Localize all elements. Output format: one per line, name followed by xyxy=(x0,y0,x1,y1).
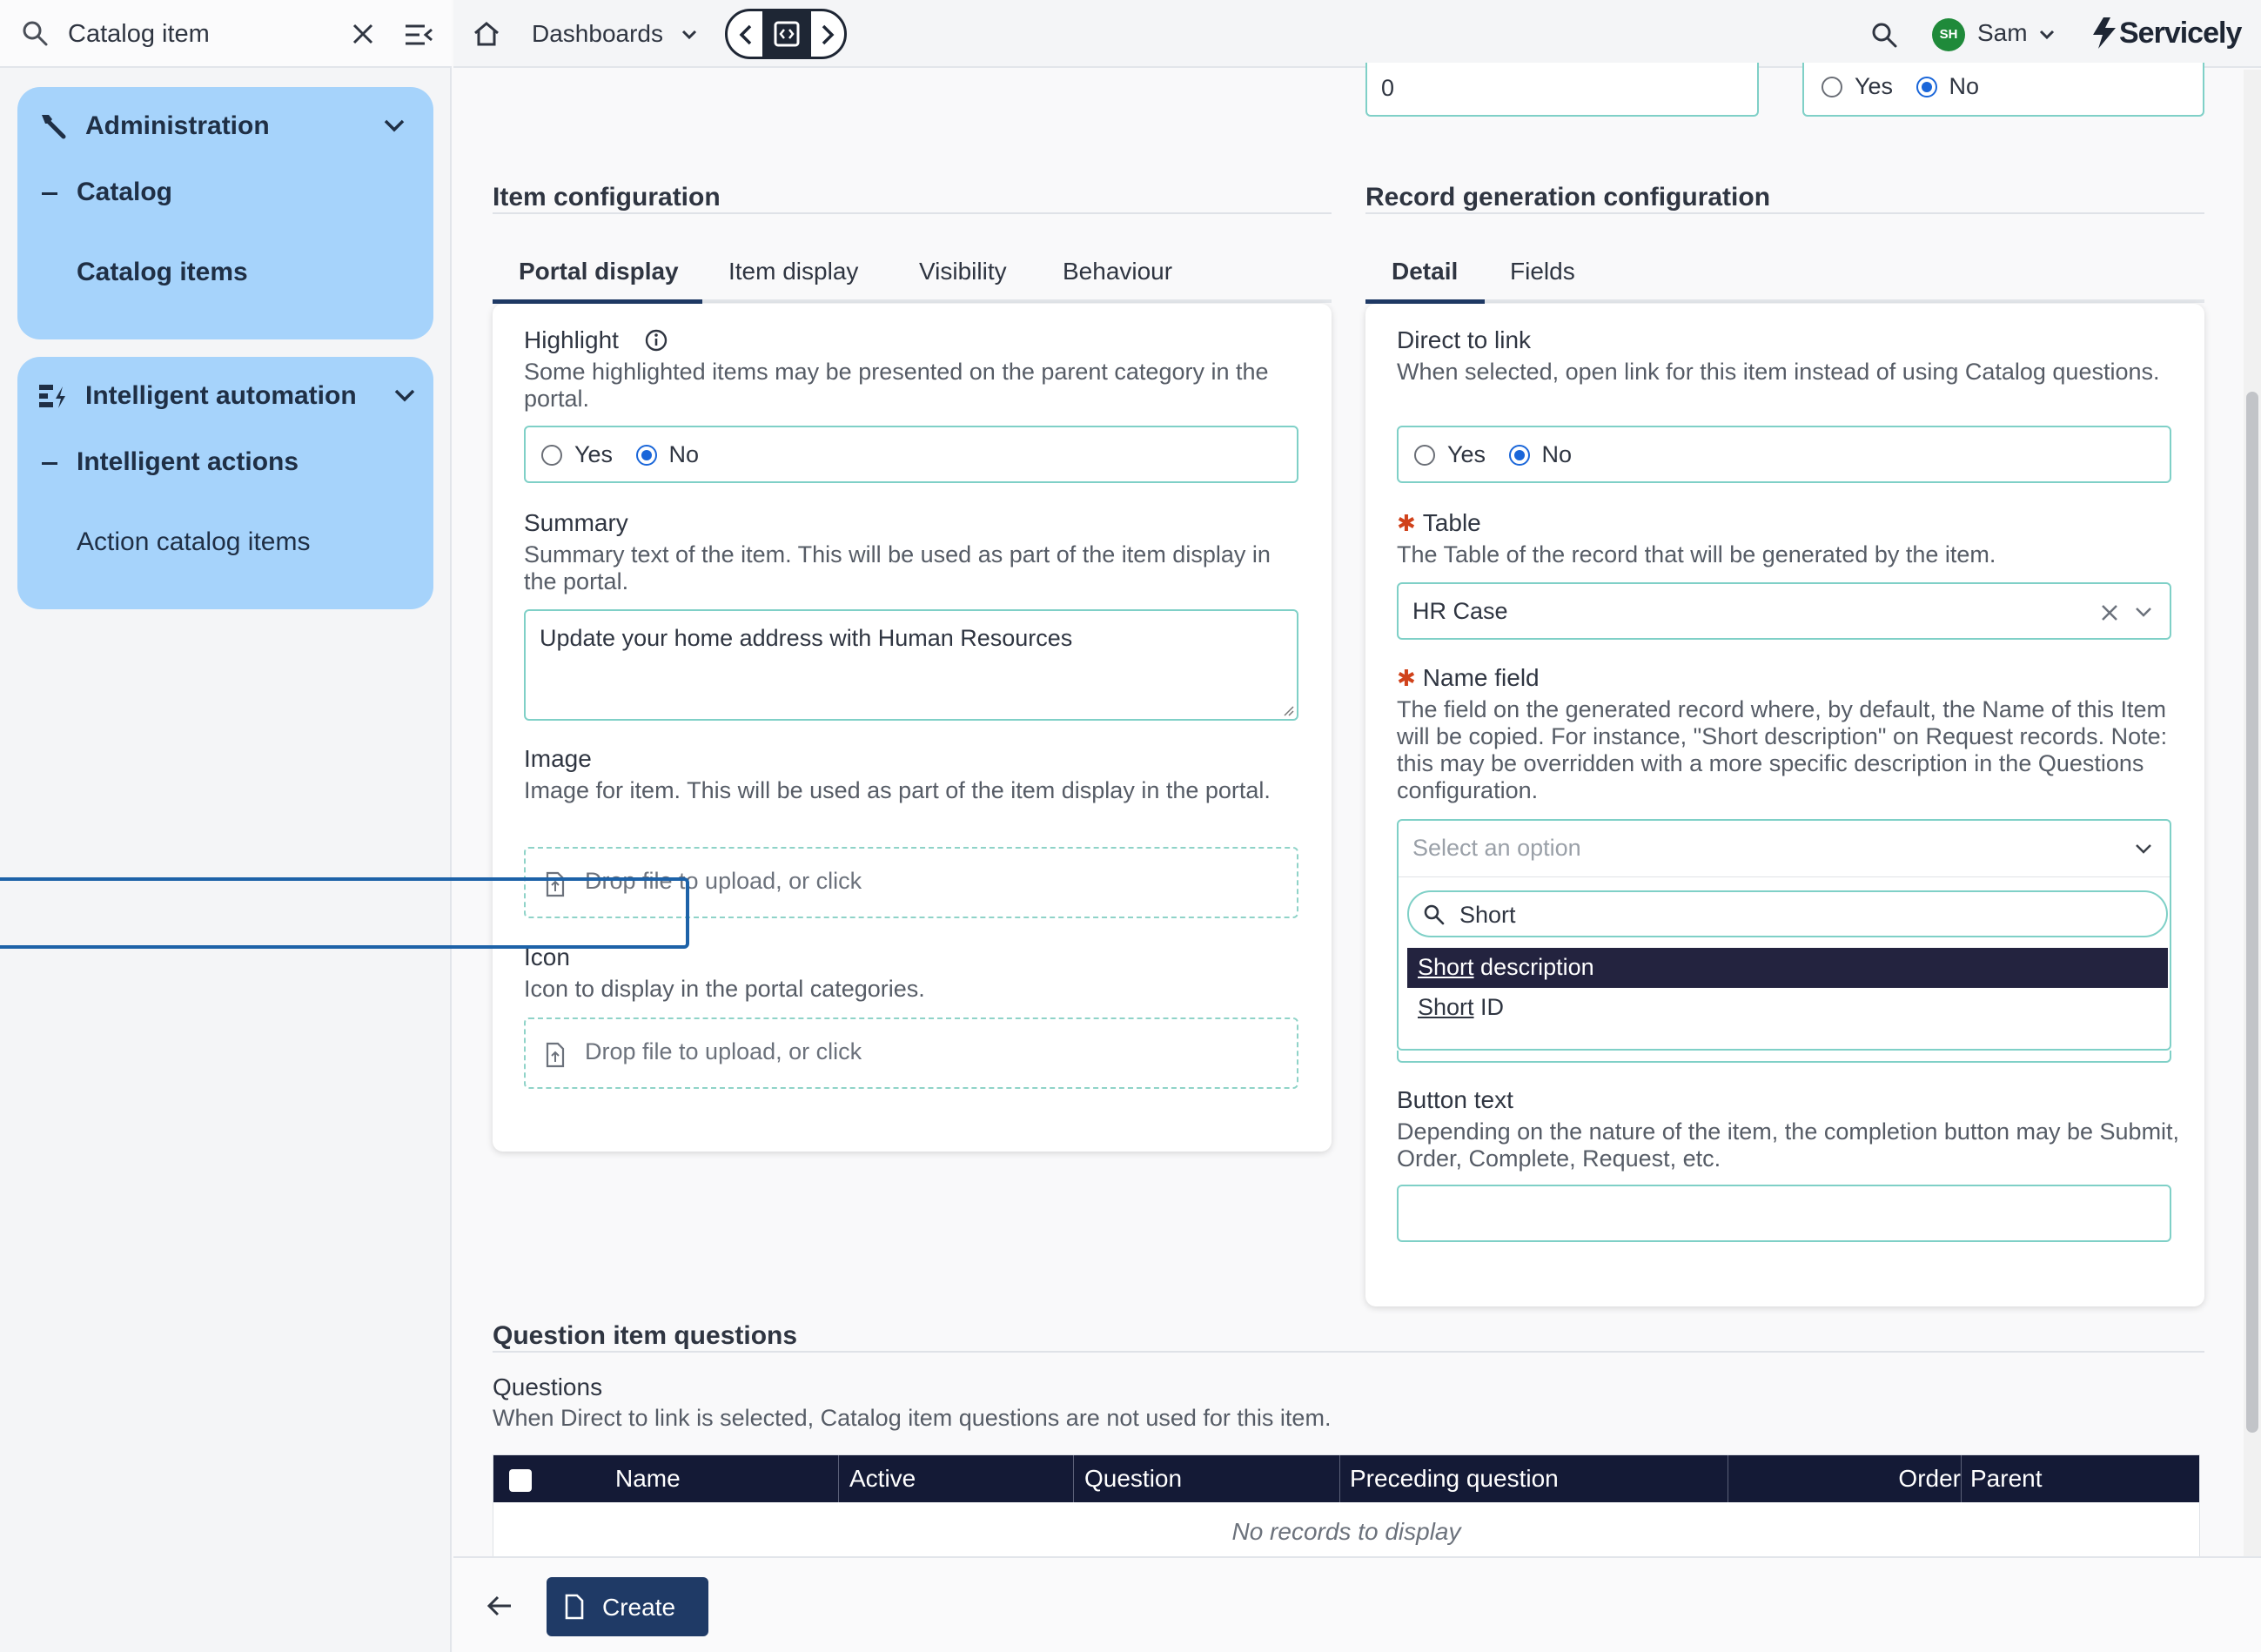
image-label: Image xyxy=(524,745,592,772)
history-nav-group xyxy=(725,9,847,59)
name-field-search-value: Short xyxy=(1459,902,1516,928)
summary-value: Update your home address with Human Resources xyxy=(540,625,1073,651)
highlight-help: Some highlighted items may be presented on the parent category in the portal. xyxy=(524,359,1269,412)
create-button-label: Create xyxy=(602,1594,676,1621)
summary-label: Summary xyxy=(524,509,628,536)
name-field-placeholder: Select an option xyxy=(1412,835,1581,861)
top-bar xyxy=(453,0,2261,68)
required-marker: ✱ xyxy=(1397,665,1416,691)
option-match: Short xyxy=(1418,954,1474,980)
collapse-dash-icon xyxy=(42,462,57,465)
item-config-title: Item configuration xyxy=(493,183,721,212)
table-select[interactable] xyxy=(1397,582,2171,640)
option-rest: description xyxy=(1473,954,1594,980)
chevron-down-icon[interactable] xyxy=(2135,843,2152,856)
tab-item-display[interactable]: Item display xyxy=(728,258,859,285)
top-radio-group xyxy=(1802,63,2204,117)
direct-link-label: Direct to link xyxy=(1397,326,1532,353)
chevron-down-icon[interactable] xyxy=(393,388,416,404)
numeric-field-value: 0 xyxy=(1381,75,1395,101)
dashboards-menu[interactable]: Dashboards xyxy=(532,20,663,47)
icon-label: Icon xyxy=(524,944,570,970)
radio-no-label: No xyxy=(1949,73,1980,99)
divider xyxy=(838,1455,839,1502)
chevron-down-icon[interactable] xyxy=(681,30,697,40)
back-arrow-icon[interactable] xyxy=(736,24,755,46)
collapse-menu-icon[interactable] xyxy=(404,23,433,47)
option-short-id[interactable] xyxy=(1407,988,2168,1028)
select-all-checkbox[interactable] xyxy=(509,1469,532,1492)
radio-no-label: No xyxy=(668,441,700,467)
option-short-description[interactable] xyxy=(1407,948,2168,988)
table-select-value: HR Case xyxy=(1412,598,1508,624)
table-label xyxy=(1397,509,1481,537)
home-icon[interactable] xyxy=(473,21,500,47)
detail-panel xyxy=(1365,304,2204,1306)
direct-link-radio-yes[interactable] xyxy=(1414,445,1435,466)
clear-icon[interactable] xyxy=(2100,603,2119,622)
nav-item-catalog-items[interactable]: Catalog items xyxy=(77,258,248,286)
divider xyxy=(1961,1455,1962,1502)
portal-display-panel xyxy=(493,304,1332,1152)
info-icon[interactable] xyxy=(644,328,668,353)
name-field-label-text: Name field xyxy=(1422,664,1540,691)
divider xyxy=(493,212,1332,214)
questions-table xyxy=(493,1454,2200,1557)
radio-yes[interactable] xyxy=(1822,77,1842,97)
summary-help: Summary text of the item. This will be used as part of the item display in the portal. xyxy=(524,541,1271,594)
forward-arrow-icon[interactable] xyxy=(818,24,837,46)
highlight-radio-yes[interactable] xyxy=(541,445,562,466)
servicely-logo-icon xyxy=(2090,16,2119,50)
divider xyxy=(1339,1455,1340,1502)
clear-search-icon[interactable] xyxy=(350,21,376,47)
name-field-help: The field on the generated record where, by default, the Name of this Item will be copied. For instance, "Short description" on Request records. Note: this may be overridden with a more specific description in the Questions configuration. xyxy=(1397,696,2168,803)
code-window-icon xyxy=(774,21,800,47)
document-icon xyxy=(564,1594,585,1620)
chevron-down-icon[interactable] xyxy=(383,118,406,134)
hidden-field-edge xyxy=(1397,1051,2171,1063)
name-field-select[interactable] xyxy=(1397,819,2171,1051)
tab-visibility[interactable]: Visibility xyxy=(919,258,1007,285)
divider xyxy=(1399,876,2170,877)
chevron-down-icon[interactable] xyxy=(2135,607,2152,619)
file-upload-icon xyxy=(545,1042,566,1068)
direct-link-radio-group xyxy=(1397,426,2171,483)
scrollbar-thumb[interactable] xyxy=(2246,392,2258,1433)
sidebar-search-input[interactable] xyxy=(68,16,329,52)
column-header[interactable]: Active xyxy=(849,1465,916,1492)
user-menu[interactable]: Sam xyxy=(1977,19,2028,46)
search-icon xyxy=(1423,903,1446,926)
numeric-field[interactable] xyxy=(1365,63,1759,117)
sidebar xyxy=(0,0,452,1652)
footer-bar xyxy=(453,1556,2261,1652)
table-label-text: Table xyxy=(1422,509,1481,536)
nav-group-administration xyxy=(17,87,433,339)
focus-outline xyxy=(0,877,689,949)
name-field-label xyxy=(1397,664,1540,692)
highlight-radio-group xyxy=(524,426,1298,483)
nav-section-intelligent-actions[interactable]: Intelligent actions xyxy=(77,447,299,476)
option-match: Short xyxy=(1418,994,1474,1020)
radio-yes-label: Yes xyxy=(574,441,614,467)
automation-icon xyxy=(37,381,68,413)
image-help: Image for item. This will be used as part of the item display in the portal. xyxy=(524,777,1271,803)
tab-portal-display[interactable]: Portal display xyxy=(519,258,679,285)
name-field-search[interactable] xyxy=(1407,890,2168,937)
chevron-down-icon[interactable] xyxy=(2039,30,2055,40)
option-rest: ID xyxy=(1473,994,1505,1020)
column-header[interactable]: Name xyxy=(615,1465,681,1492)
record-gen-title: Record generation configuration xyxy=(1365,183,1771,212)
wrench-icon xyxy=(37,111,68,143)
icon-help: Icon to display in the portal categories. xyxy=(524,976,925,1002)
radio-yes-label: Yes xyxy=(1447,441,1486,467)
radio-no-label: No xyxy=(1541,441,1573,467)
create-button[interactable] xyxy=(547,1577,708,1636)
nav-group-title[interactable]: Intelligent automation xyxy=(85,381,357,410)
nav-group-title[interactable]: Administration xyxy=(85,111,270,140)
divider xyxy=(1073,1455,1074,1502)
button-text-help: Depending on the nature of the item, the completion button may be Submit, Order, Complete, Request, etc. xyxy=(1397,1118,2180,1172)
image-dropzone-text: Drop file to upload, or click xyxy=(585,868,862,894)
tab-detail[interactable]: Detail xyxy=(1392,258,1459,285)
sidebar-search xyxy=(0,0,452,68)
tab-fields[interactable]: Fields xyxy=(1510,258,1575,285)
column-header[interactable]: Question xyxy=(1084,1465,1183,1492)
avatar[interactable]: SH xyxy=(1932,18,1965,51)
empty-state: No records to display xyxy=(1231,1518,1461,1545)
nav-section-catalog[interactable]: Catalog xyxy=(77,178,173,206)
search-icon[interactable] xyxy=(1870,21,1898,49)
radio-no[interactable] xyxy=(1916,77,1937,97)
button-text-label: Button text xyxy=(1397,1086,1513,1113)
table-help: The Table of the record that will be generated by the item. xyxy=(1397,541,1996,567)
highlight-label: Highlight xyxy=(524,326,619,353)
icon-dropzone-text: Drop file to upload, or click xyxy=(585,1038,862,1064)
highlight-radio-no[interactable] xyxy=(636,445,657,466)
nav-item-action-catalog-items[interactable]: Action catalog items xyxy=(77,527,311,556)
divider xyxy=(493,1351,2204,1353)
resize-handle-icon[interactable] xyxy=(1281,703,1295,717)
column-header[interactable]: Preceding question xyxy=(1350,1465,1559,1492)
column-header[interactable]: Order xyxy=(1898,1465,1961,1492)
summary-textarea[interactable] xyxy=(524,609,1298,721)
nav-group-intelligent-automation xyxy=(17,357,433,609)
required-marker: ✱ xyxy=(1397,510,1416,536)
search-icon xyxy=(21,19,49,47)
tab-bar xyxy=(1365,299,2204,303)
radio-yes-label: Yes xyxy=(1855,73,1894,99)
current-view-button[interactable] xyxy=(762,11,811,57)
icon-dropzone[interactable] xyxy=(524,1017,1298,1089)
column-header[interactable]: Parent xyxy=(1970,1465,2043,1492)
direct-link-help: When selected, open link for this item instead of using Catalog questions. xyxy=(1397,359,2160,385)
button-text-input[interactable] xyxy=(1397,1185,2171,1242)
questions-label: Questions xyxy=(493,1373,603,1400)
collapse-dash-icon xyxy=(42,192,57,195)
direct-link-radio-no[interactable] xyxy=(1509,445,1530,466)
brand-logo: Servicely xyxy=(2119,17,2242,50)
table-header xyxy=(493,1455,2199,1502)
back-arrow-icon[interactable] xyxy=(486,1595,513,1617)
questions-section-title: Question item questions xyxy=(493,1321,798,1350)
questions-help: When Direct to link is selected, Catalog item questions are not used for this item. xyxy=(493,1405,1332,1431)
divider xyxy=(1365,212,2204,214)
tab-behaviour[interactable]: Behaviour xyxy=(1063,258,1173,285)
